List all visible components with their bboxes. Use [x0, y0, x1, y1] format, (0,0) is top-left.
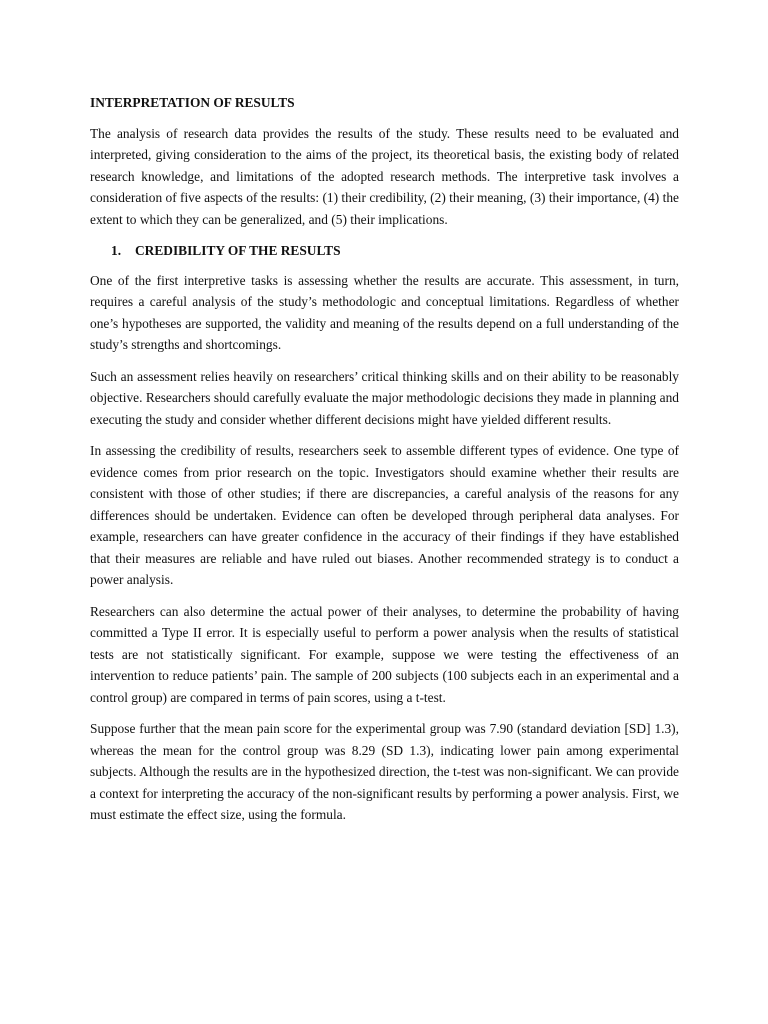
paragraph-example: Suppose further that the mean pain score for the experimental group was 7.90 (standard deviation [SD] 1.3), whereas the mean for the control group was 8.29 (SD 1.3), indicating lower pain among experimental subjects. Although the results are in the hypothesized direction, the t-test was non-significant. We can provide a context for interpreting the accuracy of the non-significant results by performing a power analysis. First, we must estimate the effect size, using the formula. [90, 721, 679, 822]
paragraph-objectivity: Such an assessment relies heavily on researchers’ critical thinking skills and on their ability to be reasonably objective. Researchers should carefully evaluate the major methodologic decisions they made in planning and executing the study and consider whether different decisions might have yielded different results. [90, 368, 679, 427]
paragraph-evidence: In assessing the credibility of results, researchers seek to assemble different types of evidence. One type of evidence comes from prior research on the topic. Investigators should examine whether their results are consistent with those of other studies; if there are discrepancies, a careful analysis of the reasons for any differences should be undertaken. Evidence can often be developed through peripheral data analyses. For example, researchers can have greater confidence in the accuracy of their findings if they have established that their measures are reliable and have ruled out biases. Another recommended strategy is to conduct a power analysis. [90, 443, 679, 587]
paragraph-power-analysis: Researchers can also determine the actual power of their analyses, to determine the probability of having committed a Type II error. It is especially useful to perform a power analysis when the results of statistical tests are not statistically significant. For example, suppose we were testing the effectiveness of an intervention to reduce patients’ pain. The sample of 200 subjects (100 subjects each in an experimental and a control group) are compared in terms of pain scores, using a t-test. [90, 603, 679, 705]
paragraph-accuracy: One of the first interpretive tasks is assessing whether the results are accurate. This assessment, in turn, requires a careful analysis of the study’s methodologic and conceptual limitations. Regardless of whether one’s hypotheses are supported, the validity and meaning of the results depend on a full understanding of the study’s strengths and shortcomings. [90, 272, 679, 352]
section-title: CREDIBILITY OF THE RESULTS [135, 243, 341, 258]
document-page [90, 92, 679, 836]
document-title: INTERPRETATION OF RESULTS [90, 95, 295, 110]
intro-paragraph: The analysis of research data provides the results of the study. These results need to be evaluated and interpreted, giving consideration to the aims of the project, its theoretical basis, the existing body of related research knowledge, and limitations of the adopted research methods. The interpretive task involves a consideration of five aspects of the results: (1) their credibility, (2) their meaning, (3) their importance, (4) the extent to which they can be generalized, and (5) their implications. [90, 125, 679, 227]
section-heading-credibility [90, 240, 679, 262]
section-number: 1. [111, 243, 122, 258]
